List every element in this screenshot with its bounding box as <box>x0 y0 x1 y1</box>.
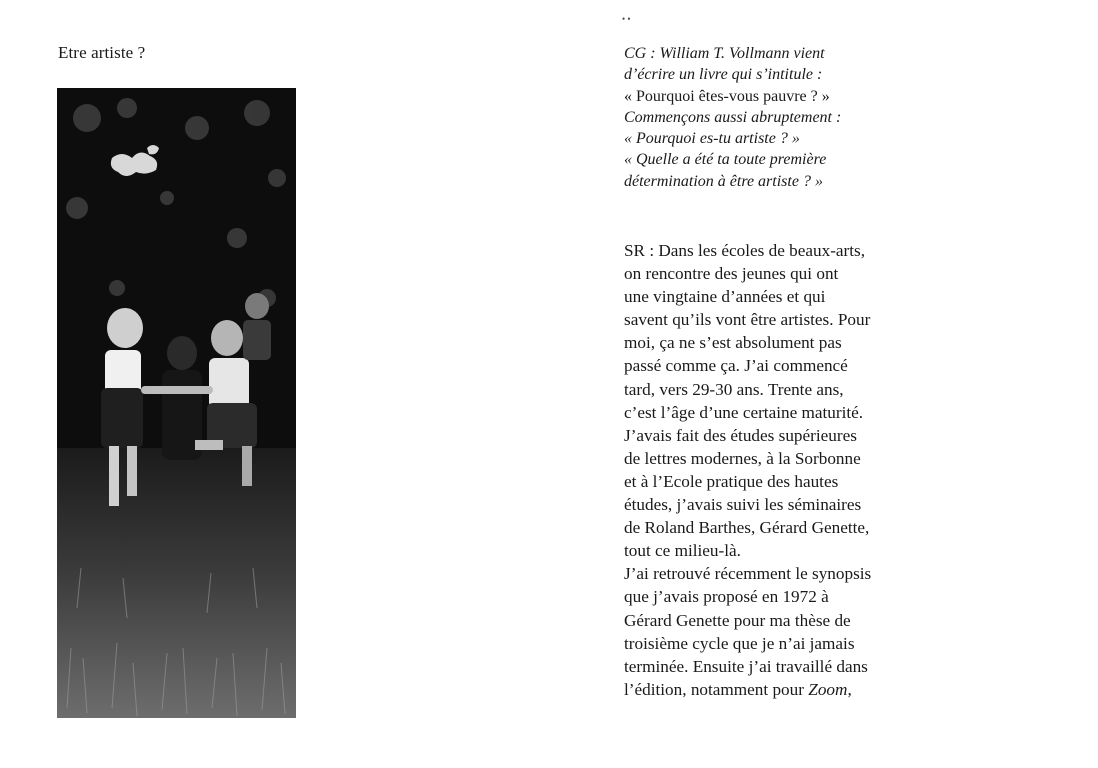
answer-line: de Roland Barthes, Gérard Genette, <box>624 518 870 538</box>
question-line: « Pourquoi es-tu artiste ? » <box>624 130 800 148</box>
answer-line: moi, ça ne s’est absolument pas <box>624 333 842 353</box>
answer-line: SR : Dans les écoles de beaux-arts, <box>624 241 866 260</box>
answer-line: et à l’Ecole pratique des hautes <box>624 471 839 491</box>
interview-question <box>624 43 964 192</box>
question-line: détermination à être artiste ? » <box>624 172 823 190</box>
answer-line: une vingtaine d’années et qui <box>624 287 826 307</box>
answer-last-prefix: l’édition, notamment pour <box>624 679 809 699</box>
interview-answer <box>624 239 969 701</box>
section-title: Etre artiste ? <box>58 43 146 62</box>
answer-line: J’avais fait des études supérieures <box>624 425 857 445</box>
answer-line: que j’avais proposé en 1972 à <box>624 587 829 607</box>
answer-line: Gérard Genette pour ma thèse de <box>624 610 851 630</box>
answer-line: tard, vers 29-30 ans. Trente ans, <box>624 379 844 399</box>
question-line: d’écrire un livre qui s’intitule : <box>624 66 823 84</box>
answer-line: on rencontre des jeunes qui ont <box>624 264 839 284</box>
question-line: « Pourquoi êtes-vous pauvre ? » <box>624 87 830 105</box>
photo-children-playing-in-garden <box>57 88 296 718</box>
answer-line: terminée. Ensuite j’ai travaillé dans <box>624 656 868 676</box>
black-and-white-photo <box>57 88 296 718</box>
answer-line: passé comme ça. J’ai commencé <box>624 356 848 376</box>
answer-last-suffix: , <box>847 679 852 699</box>
answer-line: J’ai retrouvé récemment le synopsis <box>624 564 872 584</box>
answer-line: c’est l’âge d’une certaine maturité. <box>624 402 864 422</box>
question-line: CG : William T. Vollmann vient <box>624 45 825 62</box>
answer-line: troisième cycle que je n’ai jamais <box>624 633 855 653</box>
magazine-title-italic: Zoom <box>808 679 848 699</box>
answer-line: tout ce milieu-là. <box>624 541 741 561</box>
answer-line-last <box>624 678 969 701</box>
question-line: « Quelle a été ta toute première <box>624 151 827 169</box>
question-line: Commençons aussi abruptement : <box>624 108 842 126</box>
folio-marker: • • <box>622 14 631 24</box>
answer-line: savent qu’ils vont être artistes. Pour <box>624 310 871 330</box>
answer-line: études, j’avais suivi les séminaires <box>624 495 862 515</box>
answer-line: de lettres modernes, à la Sorbonne <box>624 448 861 468</box>
